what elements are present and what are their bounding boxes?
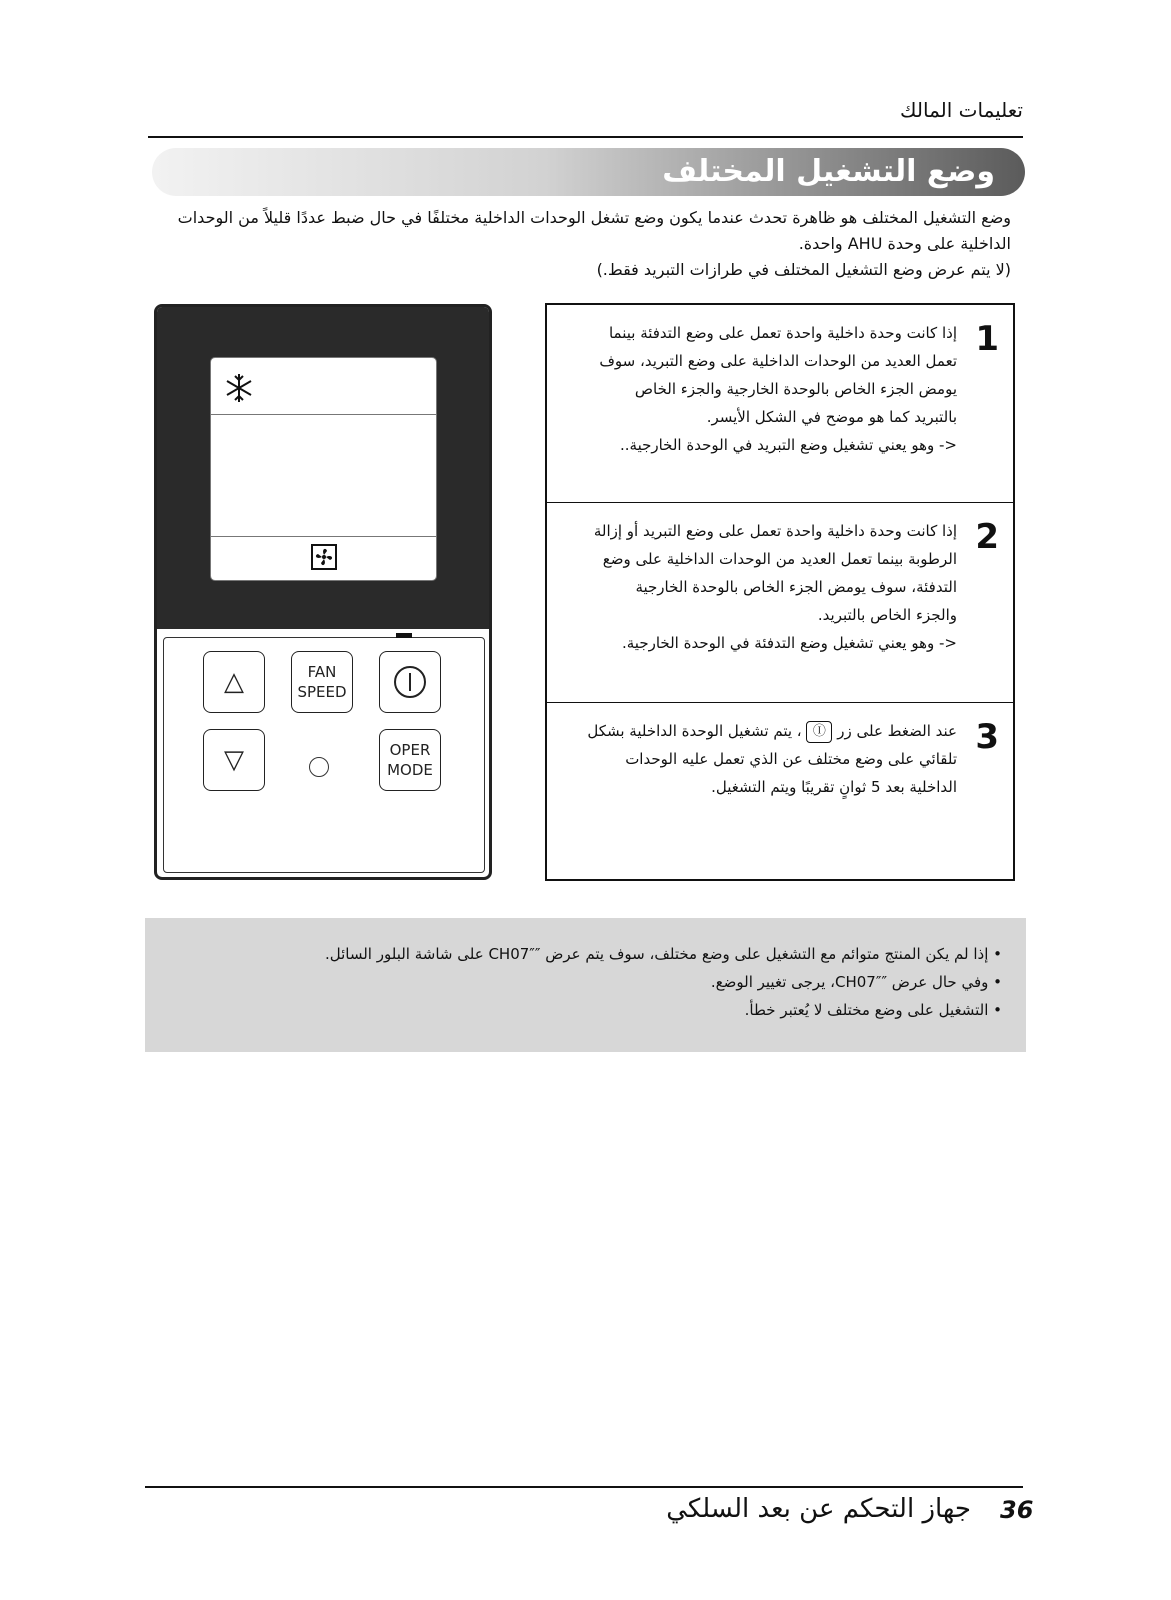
oper-mode-label-1: OPER [389,741,431,759]
step-1 [547,305,1013,503]
note-item: • وفي حال عرض ″CH07″، يرجى تغيير الوضع. [325,968,1002,996]
temp-up-button[interactable] [203,651,265,713]
temp-down-button[interactable] [203,729,265,791]
step-line: تلقائي على وضع مختلف عن الذي تعمل عليه الوحدات [625,750,957,768]
step-line: تعمل العديد من الوحدات الداخلية على وضع التبريد، سوف [599,352,957,370]
step-line: إذا كانت وحدة داخلية واحدة تعمل على وضع التبريد أو إزالة [593,522,957,540]
note-item: • التشغيل على وضع مختلف لا يُعتبر خطأ. [325,996,1002,1024]
step-line: الرطوبة بينما تعمل العديد من الوحدات الداخلية على وضع [602,550,957,568]
note-box [145,918,1026,1052]
step-line: التدفئة، سوف يومض الجزء الخاص بالوحدة الخارجية [635,578,957,596]
power-icon [392,664,428,700]
step-number: 3 [975,717,999,757]
down-arrow-icon: ▽ [224,745,244,775]
indicator-dash [396,633,412,638]
step-number: 1 [975,319,999,359]
remote-controller-illustration [154,304,492,880]
lcd-divider [211,414,436,415]
power-icon: Ⓘ [806,721,832,743]
step-line: يومض الجزء الخاص بالوحدة الخارجية والجزء الخاص [634,380,957,398]
step-line: الداخلية بعد 5 ثوانٍ تقريبًا ويتم التشغيل. [711,778,957,796]
header-divider [148,136,1023,138]
status-led [309,757,329,777]
intro-line-2: الداخلية على وحدة AHU واحدة. [798,234,1011,253]
snowflake-icon [223,372,255,404]
step-3 [547,703,1013,879]
footer-title: جهاز التحكم عن بعد السلكي [666,1494,971,1524]
footer-divider [145,1486,1023,1488]
section-title-bar [152,148,1025,196]
step-text [557,319,957,459]
step-2 [547,503,1013,703]
power-button[interactable] [379,651,441,713]
intro-line-1: وضع التشغيل المختلف هو ظاهرة تحدث عندما يكون وضع تشغل الوحدات الداخلية مختلفًا في حال ضبط عددًا قليلاً من الوحدات [177,208,1011,227]
step-text [557,717,957,801]
lcd-divider [211,536,436,537]
step-line-part: عند الضغط على زر [837,722,957,740]
oper-mode-label-2: MODE [387,761,433,779]
steps-box [545,303,1015,881]
step-line: إذا كانت وحدة داخلية واحدة تعمل على وضع التدفئة بينما [608,324,957,342]
remote-display-housing [157,307,489,629]
step-line: بالتبريد كما هو موضح في الشكل الأيسر. [706,408,957,426]
step-line: والجزء الخاص بالتبريد. [817,606,957,624]
oper-mode-button[interactable] [379,729,441,791]
fan-speed-label-2: SPEED [297,683,347,701]
up-arrow-icon: △ [224,667,244,697]
step-line: <- وهو يعني تشغيل وضع التبريد في الوحدة الخارجية.. [619,436,957,454]
lcd-screen [210,357,437,581]
intro-line-3: (لا يتم عرض وضع التشغيل المختلف في طرازات التبريد فقط.) [596,260,1011,279]
step-line: <- وهو يعني تشغيل وضع التدفئة في الوحدة الخارجية. [622,634,957,652]
step-number: 2 [975,517,999,557]
header-title: تعليمات المالك [900,98,1023,122]
step-text [557,517,957,657]
fan-icon [311,544,337,570]
page-number: 36 [1000,1496,1034,1524]
note-list [325,940,1002,1024]
section-title: وضع التشغيل المختلف [662,154,995,189]
fan-speed-button[interactable] [291,651,353,713]
step-line [557,717,957,745]
fan-speed-label-1: FAN [307,663,337,681]
step-line-part: ، يتم تشغيل الوحدة الداخلية بشكل [587,722,802,740]
note-item: • إذا لم يكن المنتج متوائم مع التشغيل على وضع مختلف، سوف يتم عرض ″CH07″ على شاشة البلور السائل. [325,940,1002,968]
